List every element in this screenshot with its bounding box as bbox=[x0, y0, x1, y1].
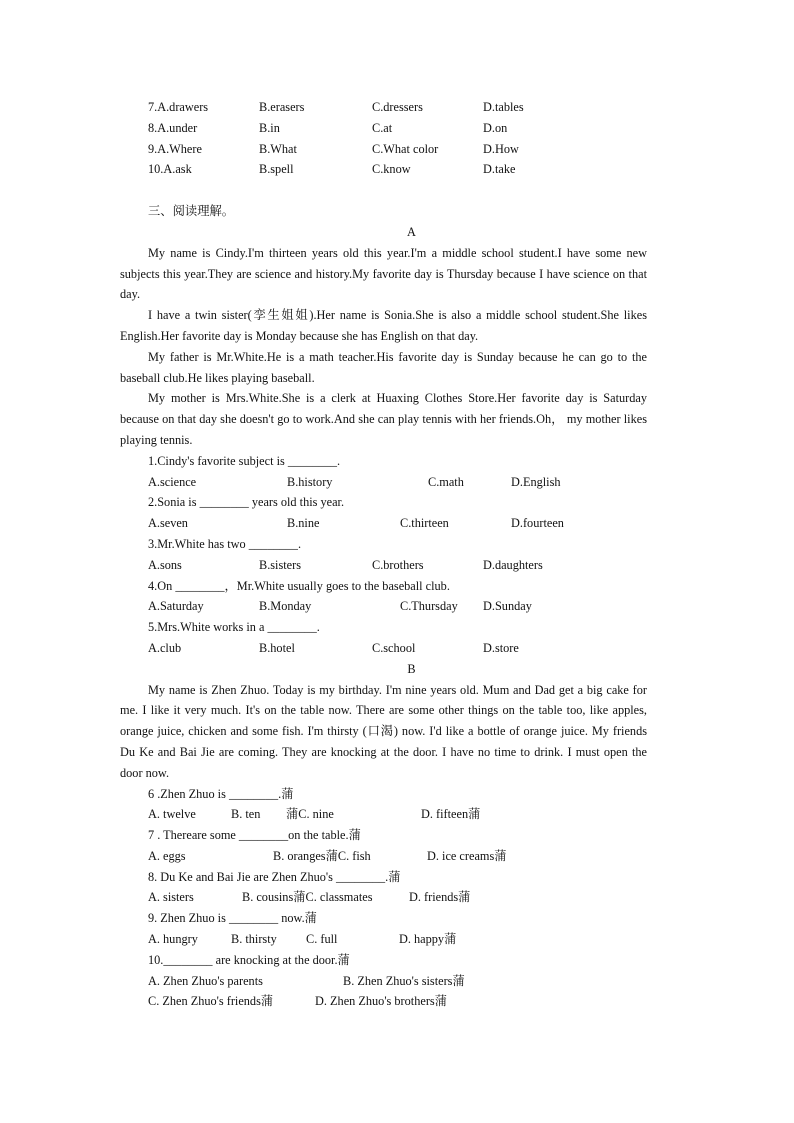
passage-a-paragraph: My name is Cindy.I'm thirteen years old this year.I'm a middle school student.I have some new subjects this year.They are science and history.My favorite day is Thursday because I have science on that day. bbox=[120, 245, 647, 302]
option-row bbox=[148, 513, 675, 534]
cloze-options bbox=[148, 97, 675, 180]
option-c: C.at bbox=[372, 120, 393, 135]
option-d: D. friends蒲 bbox=[409, 890, 471, 905]
option-a: A. hungry bbox=[148, 932, 198, 947]
option-a: 7.A.drawers bbox=[148, 100, 209, 114]
option-a: A. twelve bbox=[148, 807, 196, 822]
option-b: B.Monday bbox=[259, 599, 312, 614]
option-a: A.science bbox=[148, 474, 197, 489]
option-d: D.take bbox=[483, 162, 516, 177]
option-d: D. happy蒲 bbox=[399, 932, 457, 947]
option-d: D.tables bbox=[483, 100, 524, 114]
option-row bbox=[148, 991, 675, 1012]
option-a: A.Saturday bbox=[148, 599, 204, 614]
option-b: B.erasers bbox=[259, 100, 305, 114]
option-c: C.What color bbox=[372, 141, 439, 156]
passage-b-paragraph: My name is Zhen Zhuo. Today is my birthday. I'm nine years old. Mum and Dad get a big cake for me. I like it very much. It's on the table now. There are some other things on the table too, like apples, orange juice, chicken and some fish. I'm thirsty (口渴) now. I'd like a bottle of orange juice. My friends Du Ke and Bai Jie are coming. They are knocking at the door. I have no time to drink. I must open the door now. bbox=[120, 682, 647, 780]
option-row bbox=[148, 929, 675, 950]
option-row bbox=[148, 159, 675, 180]
option-c: 蒲C. nine bbox=[286, 807, 334, 822]
option-a: A.seven bbox=[148, 516, 188, 531]
option-a: A. Zhen Zhuo's parents bbox=[148, 973, 263, 988]
option-b: B. ten bbox=[231, 807, 261, 822]
passage-a-label: A bbox=[407, 224, 416, 239]
question-stem: 6 .Zhen Zhuo is ________.蒲 bbox=[148, 786, 294, 801]
option-c: C.Thursday bbox=[400, 599, 458, 614]
option-b: B.What bbox=[259, 141, 297, 156]
option-a: A. eggs bbox=[148, 848, 186, 863]
option-d: D.Sunday bbox=[483, 599, 532, 614]
option-row bbox=[148, 887, 675, 908]
option-d: D.store bbox=[483, 640, 519, 655]
option-d: D. Zhen Zhuo's brothers蒲 bbox=[315, 994, 447, 1009]
option-d: D. ice creams蒲 bbox=[427, 848, 507, 863]
question-stem: 7 . Thereare some ________on the table.蒲 bbox=[148, 828, 361, 843]
option-a: A.sons bbox=[148, 557, 182, 572]
option-c: C. Zhen Zhuo's friends蒲 bbox=[148, 994, 274, 1009]
option-d: D. fifteen蒲 bbox=[421, 807, 481, 822]
question-stem: 1.Cindy's favorite subject is ________. bbox=[148, 453, 341, 468]
option-d: D.How bbox=[483, 141, 519, 156]
option-d: D.fourteen bbox=[511, 516, 564, 531]
question-stem: 9. Zhen Zhuo is ________ now.蒲 bbox=[148, 911, 317, 926]
question-stem: 3.Mr.White has two ________. bbox=[148, 536, 302, 551]
option-row bbox=[148, 971, 675, 992]
passage-a-paragraph: My mother is Mrs.White.She is a clerk at Huaxing Clothes Store.Her favorite day is Saturday because on that day she doesn't go to work.And she can play tennis with her friends.Oh， my mother likes playing tennis. bbox=[120, 391, 647, 447]
option-c: C.math bbox=[428, 474, 464, 489]
question-stem: 2.Sonia is ________ years old this year. bbox=[148, 495, 345, 510]
option-c: C. full bbox=[306, 932, 338, 947]
option-row bbox=[148, 139, 675, 160]
option-b: B. oranges蒲C. fish bbox=[273, 848, 371, 863]
passage-a-paragraph: I have a twin sister(孪生姐姐).Her name is Sonia.She is also a middle school student.She likes English.Her favorite day is Monday because she has English on that day. bbox=[120, 308, 647, 343]
option-b: B.spell bbox=[259, 162, 294, 177]
option-row bbox=[148, 555, 675, 576]
option-c: C.thirteen bbox=[400, 516, 449, 531]
option-row bbox=[148, 638, 675, 659]
option-row bbox=[148, 118, 675, 139]
option-b: B.hotel bbox=[259, 640, 295, 655]
option-row bbox=[148, 97, 675, 118]
option-d: D.daughters bbox=[483, 557, 543, 572]
question-stem: 4.On ________，Mr.White usually goes to the baseball club. bbox=[148, 578, 450, 593]
option-d: D.English bbox=[511, 474, 561, 489]
option-b: B. Zhen Zhuo's sisters蒲 bbox=[343, 973, 465, 988]
option-row bbox=[148, 804, 675, 825]
option-a: A. sisters bbox=[148, 890, 194, 905]
option-a: 8.A.under bbox=[148, 120, 198, 135]
document-content bbox=[120, 97, 675, 1012]
option-b: B.in bbox=[259, 120, 280, 135]
option-a: A.club bbox=[148, 640, 182, 655]
option-row bbox=[148, 472, 675, 493]
option-b: B.sisters bbox=[259, 557, 302, 572]
option-row bbox=[148, 846, 675, 867]
option-a: 9.A.Where bbox=[148, 141, 202, 156]
question-stem: 8. Du Ke and Bai Jie are Zhen Zhuo's ________.蒲 bbox=[148, 869, 401, 884]
question-stem: 5.Mrs.White works in a ________. bbox=[148, 620, 320, 635]
option-b: B. cousins蒲C. classmates bbox=[242, 890, 373, 905]
passage-b-label: B bbox=[407, 661, 416, 676]
option-c: C.school bbox=[372, 640, 416, 655]
option-d: D.on bbox=[483, 120, 508, 135]
passage-b-questions bbox=[148, 784, 675, 1013]
option-b: B.history bbox=[287, 474, 333, 489]
question-stem: 10.________ are knocking at the door.蒲 bbox=[148, 952, 350, 967]
option-c: C.know bbox=[372, 162, 411, 177]
option-b: B.nine bbox=[287, 516, 320, 531]
option-c: C.dressers bbox=[372, 100, 423, 114]
option-a: 10.A.ask bbox=[148, 162, 192, 177]
option-row bbox=[148, 596, 675, 617]
section-title: 三、阅读理解。 bbox=[148, 204, 235, 219]
passage-a-paragraph: My father is Mr.White.He is a math teacher.His favorite day is Sunday because he can go to the baseball club.He likes playing baseball. bbox=[120, 349, 647, 385]
option-c: C.brothers bbox=[372, 557, 424, 572]
option-b: B. thirsty bbox=[231, 932, 277, 947]
passage-a-questions bbox=[148, 451, 675, 659]
